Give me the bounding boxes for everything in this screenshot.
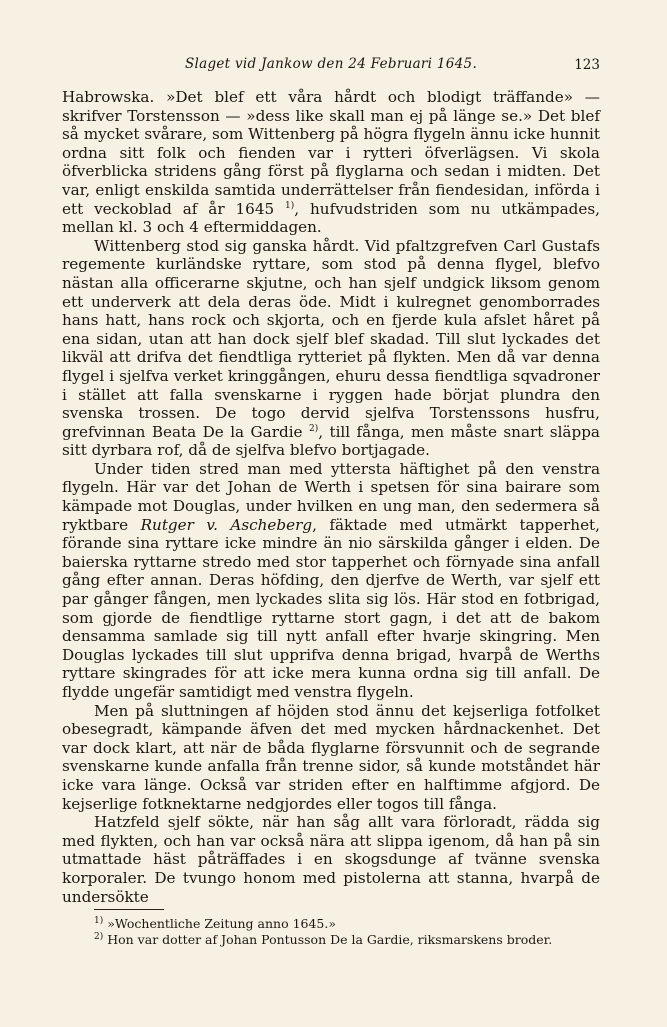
footnote-2-marker: 2) (94, 931, 104, 942)
paragraph-2 (62, 237, 600, 460)
chapter-title: Slaget vid Jankow den 24 Februari 1645. (184, 56, 478, 72)
footnotes (62, 909, 600, 948)
running-head (62, 56, 600, 78)
footnote-1-text: »Wochentliche Zeitung anno 1645.» (103, 916, 337, 931)
footnote-divider (94, 909, 164, 910)
footnote-ref-1: 1) (285, 200, 295, 211)
person-name-italic: Rutger v. Ascheberg (140, 515, 313, 534)
paragraph-5: Hatzfeld sjelf sökte, när han såg allt vara förloradt, rädda sig med flykten, och han var också nära att slippa igenom, då han på sin utmattade häst påträffades i en skogsdunge af tvänne svenska korporaler. De tvungo honom med pistolerna att stanna, hvarpå de undersökte (62, 813, 600, 906)
footnote-1-marker: 1) (94, 915, 104, 926)
footnote-ref-2: 2) (308, 423, 319, 434)
paragraph-3 (62, 460, 600, 702)
footnote-2 (62, 932, 600, 948)
paragraph-1-text: Habrowska. »Det blef ett våra hårdt och blodigt träffande» — skrifver Torstensson — »dess like skall man ej på länge se.» Det blef så mycket svårare, som Wittenberg på högra flygeln ännu icke hunnit ordna sitt folk och fienden var i rytteri öfverlägsen. Vi skola öfverblicka stridens gång först på flyglarna och sedan i midten. Det var, enligt enskilda samtida underrättelser från fiendesidan, införda i ett veckoblad af år 1645 (62, 88, 600, 218)
body-text (62, 88, 600, 906)
footnote-2-text: Hon var dotter af Johan Pontusson De la Gardie, riksmarskens broder. (103, 932, 553, 947)
page-number: 123 (574, 57, 600, 73)
paragraph-1-tail: , hufvudstriden som nu utkämpades, mellan kl. 3 och 4 eftermiddagen. (62, 199, 600, 237)
paragraph-3-text-b: , fäktade med utmärkt tapperhet, förande sina ryttare icke mindre än nio särskilda gånger i elden. De baierska ryttarne stredo med stor tapperhet och förnyade sina anfall gång efter annan. Deras höfding, den djerfve de Werth, var sjelf ett par gånger fången, men lyckades slita sig lös. Här stod en fotbrigad, som gjorde de fiendtlige ryttarne stort gagn, i det att de bakom densamma samlade sig till nytt anfall efter hvarje skingring. Men Douglas lyckades till slut upprifva denna brigad, hvarpå de Werths ryttare skingrades för att icke mera kunna ordna sig till anfall. De flydde ungefär samtidigt med venstra flygeln. (62, 515, 600, 701)
paragraph-3-text-a: Under tiden stred man med yttersta häftighet på den venstra flygeln. Här var det Johan de Werth i spetsen för sina bairare som kämpade mot Douglas, under hvilken en ung man, den sedermera så ryktbare (62, 459, 600, 534)
paragraph-1 (62, 88, 600, 237)
footnote-1 (62, 916, 600, 932)
paragraph-2-tail: , till fånga, men måste snart släppa sitt dyrbara rof, då de sjelfva blefvo bortjagade. (62, 422, 600, 460)
paragraph-2-text: Wittenberg stod sig ganska hårdt. Vid pfaltzgrefven Carl Gustafs regemente kurländske ryttare, som stod på denna flygel, blefvo nästan alla officerarne skjutne, och han sjelf undgick liksom genom ett underverk att dela deras öde. Midt i kulregnet genomborrades hans hatt, hans rock och skjorta, och en fjerde kula afslet håret på ena sidan, utan att han dock sjelf blef skadad. Till slut lyckades det likväl att drifva det fiendtliga rytteriet på flykten. Men då var denna flygel i sjelfva verket kringgången, ehuru dessa fiendtliga sqvadroner i stället att falla svenskarne i ryggen hade börjat plundra den svenska trossen. De togo dervid sjelfva Torstenssons husfru, grefvinnan Beata De la Gardie (62, 236, 600, 441)
paragraph-4: Men på sluttningen af höjden stod ännu det kejserliga fotfolket obesegradt, kämpande äfven det med mycken hårdnackenhet. Det var dock klart, att när de båda flyglarne försvunnit och de segrande svenskarne kunde anfalla från trenne sidor, så kunde motståndet här icke vara länge. Också var striden efter en halftimme afgjord. De kejserlige fotknektarne nedgjordes eller togos till fånga. (62, 701, 600, 813)
